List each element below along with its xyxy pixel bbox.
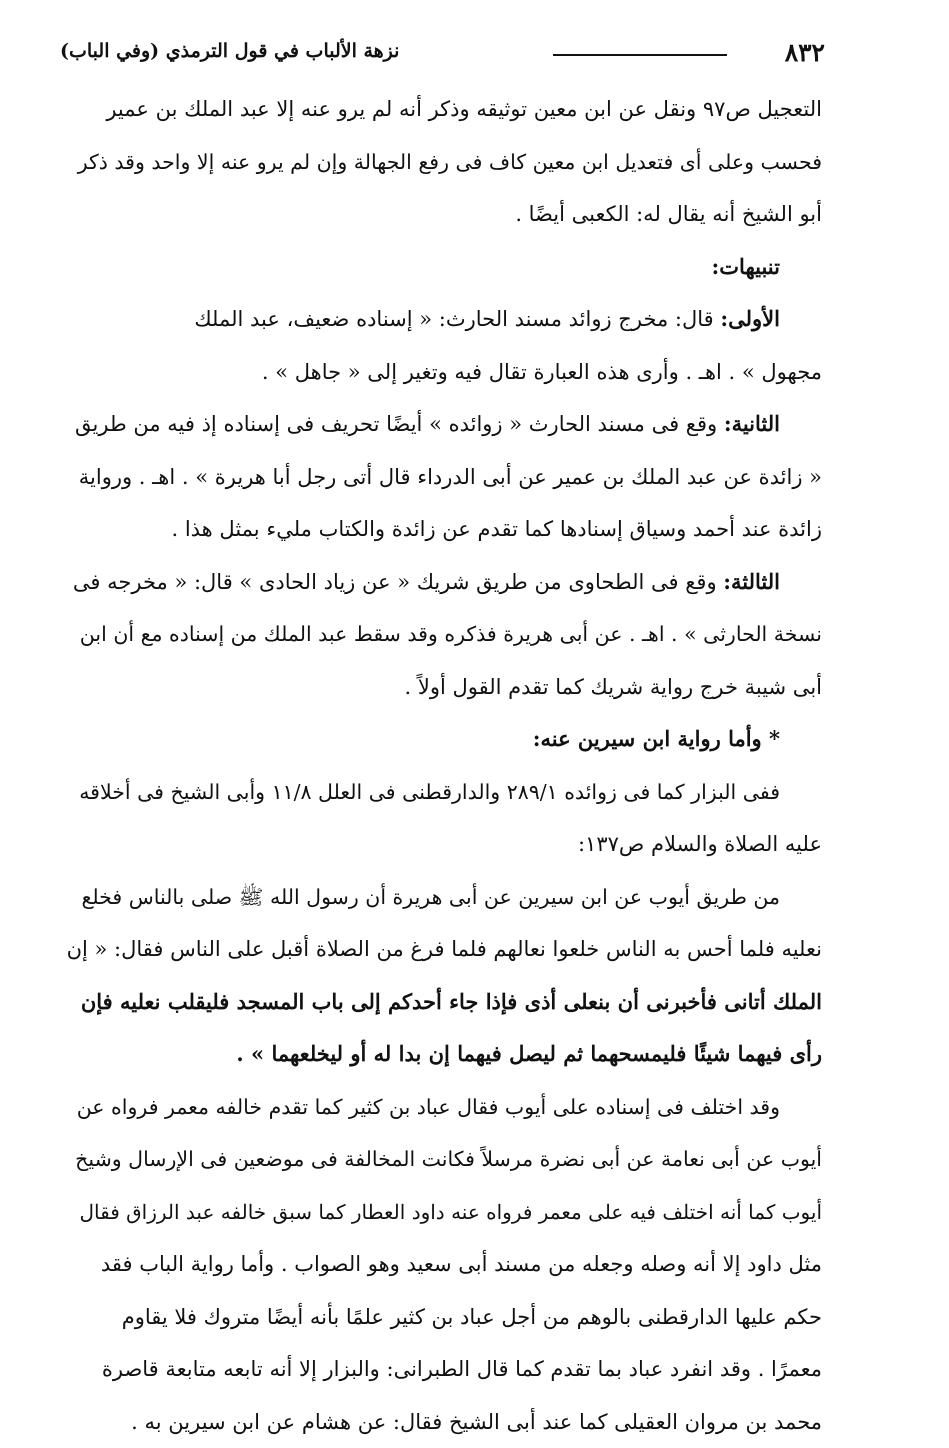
text-line: فحسب وعلى أى فتعديل ابن معين كاف فى رفع الجهالة وإن لم يرو عنه إلا واحد وقد ذكر bbox=[66, 136, 822, 189]
hadith-text-line: رأى فيهما شيئًا فليمسحهما ثم ليصل فيهما إن بدا له أو ليخلعهما » . bbox=[66, 1028, 822, 1081]
text-line: وقد اختلف فى إسناده على أيوب فقال عباد بن كثير كما تقدم خالفه معمر فرواه عن bbox=[66, 1081, 822, 1134]
text-line: حكم عليها الدارقطنى بالوهم من أجل عباد بن كثير علمًا بأنه أيضًا متروك فلا يقاوم bbox=[66, 1291, 822, 1344]
text-line: عليه الصلاة والسلام ص١٣٧: bbox=[66, 818, 822, 871]
text-line: مثل داود إلا أنه وصله وجعله من مسند أبى سعيد وهو الصواب . وأما رواية الباب فقد bbox=[66, 1238, 822, 1291]
page-number: ٨٣٢ bbox=[785, 38, 825, 67]
text-line: مجهول » . اهـ . وأرى هذه العبارة تقال فيه وتغير إلى « جاهل » . bbox=[66, 346, 822, 399]
text-line: نعليه فلما أحس به الناس خلعوا نعالهم فلما فرغ من الصلاة أقبل على الناس فقال: « إن bbox=[66, 923, 822, 976]
header-rule bbox=[553, 54, 727, 56]
text-line: من طريق أيوب عن ابن سيرين عن أبى هريرة أن رسول الله ﷺ صلى بالناس فخلع bbox=[66, 871, 822, 924]
text-line: أبى شيبة خرج رواية شريك كما تقدم القول أولاً . bbox=[66, 661, 822, 714]
text-line: ففى البزار كما فى زوائده ٢٨٩/١ والدارقطنى فى العلل ١١/٨ وأبى الشيخ فى أخلاقه bbox=[66, 766, 822, 819]
text-line: « زائدة عن عبد الملك بن عمير عن أبى الدرداء قال أتى رجل أبا هريرة » . اهـ . ورواية bbox=[66, 451, 822, 504]
section-heading: * وأما رواية ابن سيرين عنه: bbox=[66, 713, 822, 766]
text-line: محمد بن مروان العقيلى كما عند أبى الشيخ فقال: عن هشام عن ابن سيرين به . bbox=[66, 1396, 822, 1448]
page-header bbox=[60, 34, 825, 74]
body-text bbox=[66, 83, 822, 1448]
text-line: زائدة عند أحمد وسياق إسنادها كما تقدم عن زائدة والكتاب مليء بمثل هذا . bbox=[66, 503, 822, 556]
text-line: الثالثة: وقع فى الطحاوى من طريق شريك « عن زياد الحادى » قال: « مخرجه فى bbox=[66, 556, 822, 609]
hadith-text-line: الملك أتانى فأخبرنى أن بنعلى أذى فإذا جاء أحدكم إلى باب المسجد فليقلب نعليه فإن bbox=[66, 976, 822, 1029]
note-label: الثالثة: bbox=[723, 569, 780, 594]
text-line: الأولى: قال: مخرج زوائد مسند الحارث: « إسناده ضعيف، عبد الملك bbox=[66, 293, 822, 346]
running-title: نزهة الألباب في قول الترمذي (وفي الباب) bbox=[60, 40, 399, 62]
text-line: معمرًا . وقد انفرد عباد بما تقدم كما قال الطبرانى: والبزار إلا أنه تابعه متابعة قاصرة bbox=[66, 1343, 822, 1396]
text-line: أيوب كما أنه اختلف فيه على معمر فرواه عنه داود العطار كما سبق خالفه عبد الرزاق فقال bbox=[66, 1186, 822, 1239]
note-label: الثانية: bbox=[724, 411, 780, 436]
section-heading: تنبيهات: bbox=[66, 241, 822, 294]
text-line: أبو الشيخ أنه يقال له: الكعبى أيضًا . bbox=[66, 188, 822, 241]
text-line: نسخة الحارثى » . اهـ . عن أبى هريرة فذكره وقد سقط عبد الملك من إسناده مع أن ابن bbox=[66, 608, 822, 661]
text-line: التعجيل ص٩٧ ونقل عن ابن معين توثيقه وذكر أنه لم يرو عنه إلا عبد الملك بن عمير bbox=[66, 83, 822, 136]
text-line: أيوب عن أبى نعامة عن أبى نضرة مرسلاً فكانت المخالفة فى موضعين فى الإرسال وشيخ bbox=[66, 1133, 822, 1186]
note-label: الأولى: bbox=[720, 306, 780, 331]
text-line: الثانية: وقع فى مسند الحارث « زوائده » أيضًا تحريف فى إسناده إذ فيه من طريق bbox=[66, 398, 822, 451]
